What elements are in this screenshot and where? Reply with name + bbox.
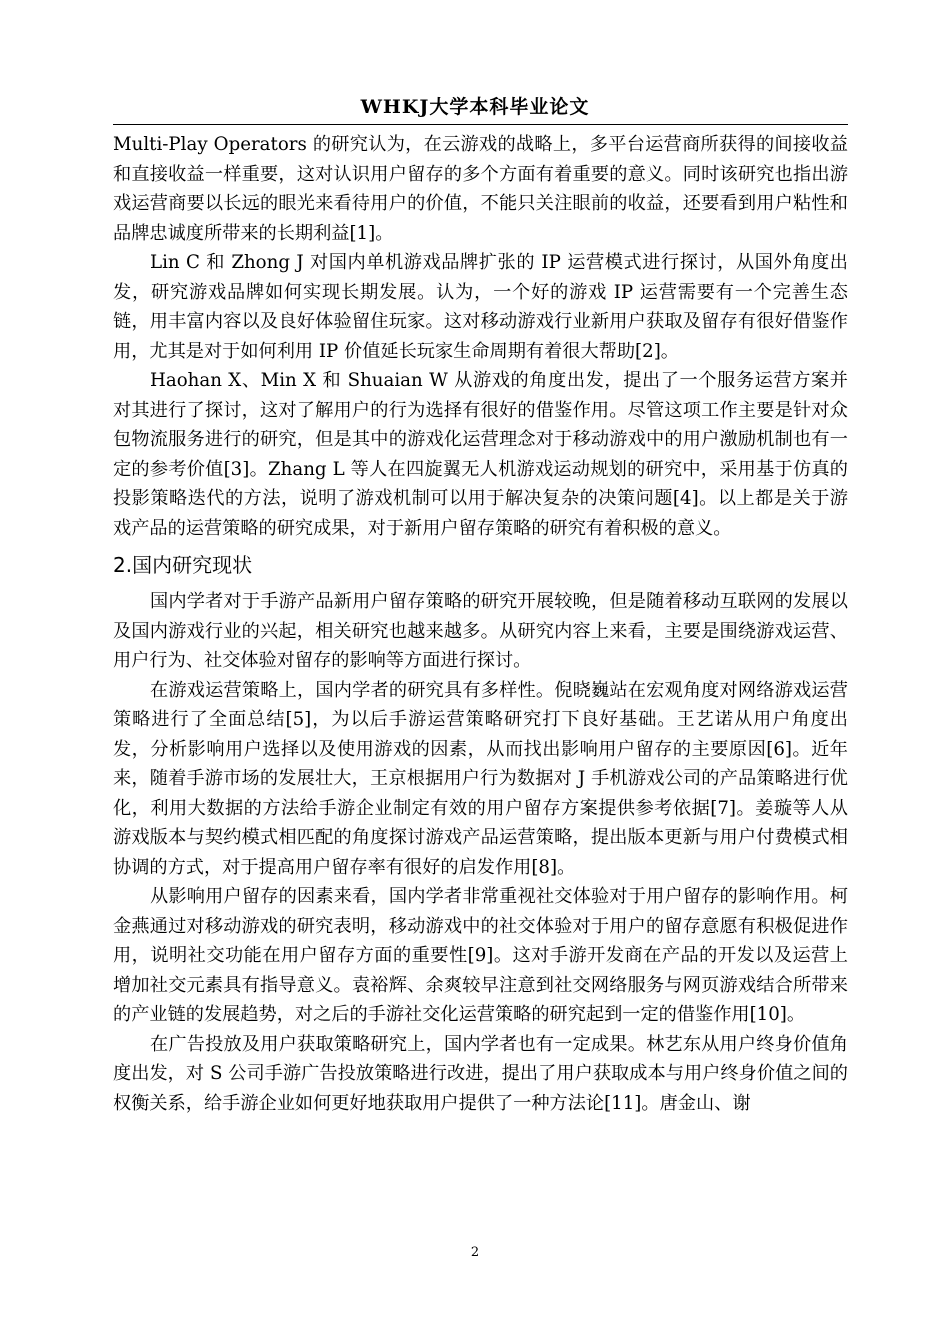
paragraph-social-experience: 从影响用户留存的因素来看，国内学者非常重视社交体验对于用户留存的影响作用。柯金燕通过对移动游戏的研究表明，移动游戏中的社交体验对于用户的留存意愿有积极促进作用，说明社交功能在用户留存方面的重要性[9]。这对手游开发商在产品的开发以及运营上增加社交元素具有指导意义。袁裕辉、余爽较早注意到社交网络服务与网页游戏结合所带来的产业链的发展趋势，对之后的手游社交化运营策略的研究起到一定的借鉴作用[10]。 <box>113 886 848 1025</box>
paragraph-lin-zhong: Lin C 和 Zhong J 对国内单机游戏品牌扩张的 IP 运营模式进行探讨，从国外角度出发，研究游戏品牌如何实现长期发展。认为，一个好的游戏 IP 运营需要有一个完善生态链，用丰富内容以及良好体验留住玩家。这对移动游戏行业新用户获取及留存有很好借鉴作用，尤其是对于如何利用 IP 价值延长玩家生命周期有着很大帮助[2]。 <box>113 252 848 362</box>
paragraph-advertising: 在广告投放及用户获取策略研究上，国内学者也有一定成果。林艺东从用户终身价值角度出发，对 S 公司手游广告投放策略进行改进，提出了用户获取成本与用户终身价值之间的权衡关系，给手游企业如何更好地获取用户提供了一种方法论[11]。唐金山、谢 <box>113 1033 848 1114</box>
section-heading-domestic: 2.国内研究现状 <box>113 553 253 577</box>
paragraph-haohan: Haohan X、Min X 和 Shuaian W 从游戏的角度出发，提出了一个服务运营方案并对其进行了探讨，这对了解用户的行为选择有很好的借鉴作用。尽管这项工作主要是针对众包物流服务进行的研究，但是其中的游戏化运营理念对于移动游戏中的用户激励机制也有一定的参考价值[3]。Zhang L 等人在四旋翼无人机游戏运动规划的研究中，采用基于仿真的投影策略迭代的方法，说明了游戏机制可以用于解决复杂的决策问题[4]。以上都是关于游戏产品的运营策略的研究成果，对于新用户留存策略的研究有着积极的意义。 <box>113 370 848 539</box>
page-body <box>113 130 848 1118</box>
paragraph-multi-play: Multi-Play Operators 的研究认为，在云游戏的战略上，多平台运营商所获得的间接收益和直接收益一样重要，这对认识用户留存的多个方面有着重要的意义。同时该研究也指出游戏运营商要以长远的眼光来看待用户的价值，不能只关注眼前的收益，还要看到用户粘性和品牌忠诚度所带来的长期利益[1]。 <box>113 134 848 244</box>
paragraph-operation-strategy: 在游戏运营策略上，国内学者的研究具有多样性。倪晓巍站在宏观角度对网络游戏运营策略进行了全面总结[5]，为以后手游运营策略研究打下良好基础。王艺诺从用户角度出发，分析影响用户选择以及使用游戏的因素，从而找出影响用户留存的主要原因[6]。近年来，随着手游市场的发展壮大，王京根据用户行为数据对 J 手机游戏公司的产品策略进行优化，利用大数据的方法给手游企业制定有效的用户留存方案提供参考依据[7]。姜璇等人从游戏版本与契约模式相匹配的角度探讨游戏产品运营策略，提出版本更新与用户付费模式相协调的方式，对于提高用户留存率有很好的启发作用[8]。 <box>113 679 848 878</box>
header-divider <box>113 124 848 125</box>
page-header-title: WHKJ大学本科毕业论文 <box>360 96 590 118</box>
paragraph-domestic-overview: 国内学者对于手游产品新用户留存策略的研究开展较晚，但是随着移动互联网的发展以及国内游戏行业的兴起，相关研究也越来越多。从研究内容上来看，主要是围绕游戏运营、用户行为、社交体验对留存的影响等方面进行探讨。 <box>113 591 848 671</box>
page-number: 2 <box>470 1245 480 1260</box>
